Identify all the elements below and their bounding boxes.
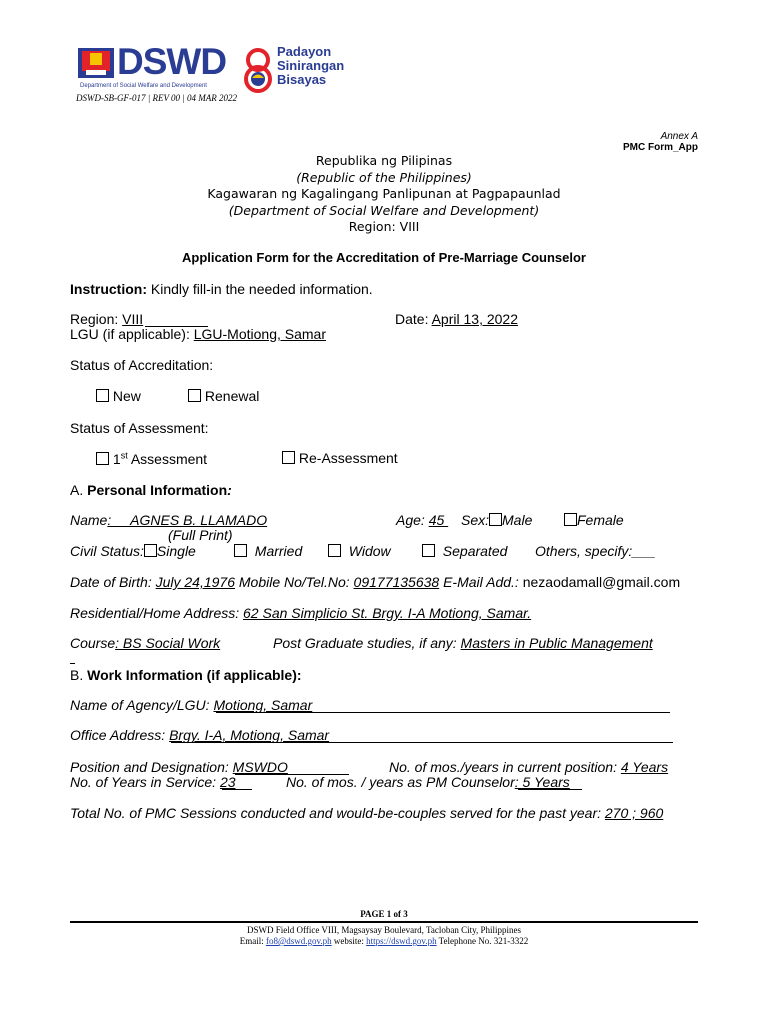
accreditation-renewal-option[interactable]	[188, 388, 259, 404]
separated-option[interactable]	[422, 543, 507, 559]
sex-label: Sex:	[461, 512, 490, 528]
email-label: E-Mail Add.:	[439, 574, 523, 590]
padayon-logo-text	[277, 45, 344, 87]
agency-label: Name of Agency/LGU:	[70, 697, 214, 713]
assessment-re-option[interactable]	[282, 450, 398, 466]
service-row	[70, 774, 236, 790]
mobile-value: 09177135638	[353, 574, 440, 590]
address-label: Residential/Home Address:	[70, 605, 244, 621]
pm-row	[286, 774, 570, 790]
total-label: Total No. of PMC Sessions conducted and would-be-couples served for the past year:	[70, 805, 605, 821]
work-section-letter: B.	[70, 667, 88, 683]
page-number: PAGE 1 of 3	[360, 909, 408, 919]
agency-title-block	[0, 153, 768, 236]
first-assessment-label	[113, 451, 207, 467]
first-assessment-num: 1	[112, 450, 121, 467]
mos-row	[389, 759, 668, 775]
female-option[interactable]	[564, 512, 624, 528]
pm-underline	[518, 789, 582, 790]
date-row	[395, 311, 518, 327]
agency-value: Motiong, Samar	[213, 697, 313, 713]
civil-status-label: Civil Status:	[70, 543, 144, 559]
re-assessment-label: Re-Assessment	[298, 450, 398, 466]
mobile-label: Mobile No/Tel.No:	[235, 574, 354, 590]
renewal-label: Renewal	[204, 388, 260, 404]
first-assessment-rest: Assessment	[127, 450, 208, 467]
course-row	[70, 635, 220, 651]
region-row	[70, 311, 143, 327]
footer-website-link[interactable]: https://dswd.gov.ph	[366, 936, 437, 946]
personal-section-heading	[70, 482, 232, 498]
form-code: DSWD-SB-GF-017 | REV 00 | 04 MAR 2022	[76, 93, 238, 103]
footer-email-link[interactable]: fo8@dswd.gov.ph	[265, 936, 332, 946]
re-assessment-checkbox[interactable]	[282, 451, 295, 464]
civil-status-row	[70, 543, 196, 559]
dob-value: July 24,1976	[155, 574, 235, 590]
title-line-1: Republika ng Pilipinas	[315, 153, 453, 168]
pm-value: : 5 Years	[514, 774, 570, 790]
dswd-logo-subtitle: Department of Social Welfare and Development	[80, 83, 207, 89]
dswd-emblem-icon	[78, 48, 114, 78]
married-label: Married	[254, 543, 303, 559]
postgrad-row	[273, 635, 653, 651]
personal-section-colon: :	[227, 482, 232, 498]
footer-email-label: Email:	[239, 936, 266, 946]
personal-section-letter: A.	[70, 482, 88, 498]
padayon-logo-icon	[243, 47, 273, 93]
email-value: nezaodamall@gmail.com	[522, 574, 681, 590]
footer-office: DSWD Field Office VIII, Magsaysay Boulevard, Tacloban City, Philippines	[247, 925, 521, 935]
instruction	[70, 281, 373, 297]
age-row	[396, 512, 448, 528]
office-underline	[171, 742, 673, 743]
new-checkbox[interactable]	[96, 389, 109, 402]
male-checkbox[interactable]	[489, 513, 502, 526]
footer-rule	[70, 921, 698, 923]
footer-phone: Telephone No. 321-3322	[436, 936, 529, 946]
instruction-text: Kindly fill-in the needed information.	[147, 281, 373, 297]
first-assessment-sup: st	[120, 450, 128, 460]
widow-option[interactable]	[328, 543, 391, 559]
course-label: Course	[70, 635, 116, 651]
separated-label: Separated	[442, 543, 508, 559]
padayon-line-3: Bisayas	[277, 72, 327, 87]
mos-label: No. of mos./years in current position:	[389, 759, 621, 775]
postgrad-label: Post Graduate studies, if any:	[273, 635, 461, 651]
course-value: : BS Social Work	[115, 635, 221, 651]
office-label: Office Address:	[70, 727, 170, 743]
padayon-line-2: Sinirangan	[277, 58, 345, 73]
personal-section-title: Personal Information	[87, 482, 228, 498]
pm-label: No. of mos. / years as PM Counselor	[286, 774, 515, 790]
assessment-label: Status of Assessment:	[70, 420, 209, 436]
date-value: April 13, 2022	[431, 311, 518, 327]
married-checkbox[interactable]	[234, 544, 247, 557]
title-line-5: Region: VIII	[348, 219, 420, 234]
padayon-line-1: Padayon	[277, 44, 332, 59]
region-value: VIII	[122, 311, 144, 327]
others-specify: Others, specify:___	[535, 543, 656, 559]
dob-label: Date of Birth:	[70, 574, 156, 590]
new-label: New	[112, 388, 141, 404]
title-line-2: (Republic of the Philippines)	[296, 169, 472, 185]
widow-checkbox[interactable]	[328, 544, 341, 557]
single-checkbox[interactable]	[144, 544, 157, 557]
dswd-logo-text: DSWD	[117, 41, 227, 82]
age-value: 45	[428, 512, 449, 528]
total-row	[70, 805, 663, 821]
lgu-row	[70, 326, 326, 342]
widow-label: Widow	[348, 543, 391, 559]
region-label: Region:	[70, 311, 123, 327]
age-label: Age:	[396, 512, 429, 528]
total-couples-value: 960	[639, 805, 664, 821]
title-line-3: Kagawaran ng Kagalingang Panlipunan at Pagpapaunlad	[207, 186, 561, 201]
name-row	[70, 512, 267, 528]
office-row	[70, 727, 329, 743]
form-name: PMC Form_App	[623, 142, 698, 153]
postgrad-value: Masters in Public Management	[460, 635, 653, 651]
total-separator: ;	[628, 805, 640, 821]
name-hint: (Full Print)	[168, 527, 233, 543]
position-row	[70, 759, 288, 775]
work-section-title: Work Information (if applicable):	[87, 667, 302, 683]
form-title: Application Form for the Accreditation of Pre-Marriage Counselor	[181, 250, 586, 265]
name-value: : AGNES B. LLAMADO	[107, 512, 268, 528]
first-assessment-checkbox[interactable]	[96, 452, 109, 465]
lgu-label: LGU (if applicable):	[70, 326, 194, 342]
single-label: Single	[156, 543, 196, 559]
service-underline	[222, 789, 252, 790]
agency-row	[70, 697, 312, 713]
female-label: Female	[577, 512, 624, 528]
separated-checkbox[interactable]	[422, 544, 435, 557]
male-label: Male	[502, 512, 533, 528]
office-value: Brgy. I-A, Motiong, Samar	[169, 727, 330, 743]
service-label: No. of Years in Service:	[70, 774, 220, 790]
female-checkbox[interactable]	[564, 513, 577, 526]
accreditation-label: Status of Accreditation:	[70, 357, 214, 373]
service-value: 23	[219, 774, 236, 790]
name-label: Name	[70, 512, 108, 528]
dob-row	[70, 574, 680, 590]
address-row	[70, 605, 531, 621]
assessment-first-option[interactable]	[96, 450, 207, 467]
footer-contact	[0, 936, 768, 946]
accreditation-new-option[interactable]	[96, 388, 141, 404]
renewal-checkbox[interactable]	[188, 389, 201, 402]
stray-underline	[70, 663, 75, 664]
position-value: MSWDO	[232, 759, 288, 775]
total-sessions-value: 270	[604, 805, 629, 821]
mos-value: 4 Years	[620, 759, 669, 775]
footer-website-label: website:	[331, 936, 367, 946]
annex-label: Annex A	[660, 131, 698, 142]
title-line-4: (Department of Social Welfare and Development)	[228, 202, 540, 218]
agency-underline	[216, 712, 670, 713]
sex-row	[461, 512, 532, 528]
work-section-heading	[70, 667, 302, 683]
address-value: 62 San Simplicio St. Brgy. I-A Motiong, Samar.	[243, 605, 532, 621]
married-option[interactable]	[234, 543, 302, 559]
instruction-label: Instruction:	[70, 281, 147, 297]
lgu-value: LGU-Motiong, Samar	[193, 326, 326, 342]
position-label: Position and Designation:	[70, 759, 233, 775]
date-label: Date:	[395, 311, 432, 327]
